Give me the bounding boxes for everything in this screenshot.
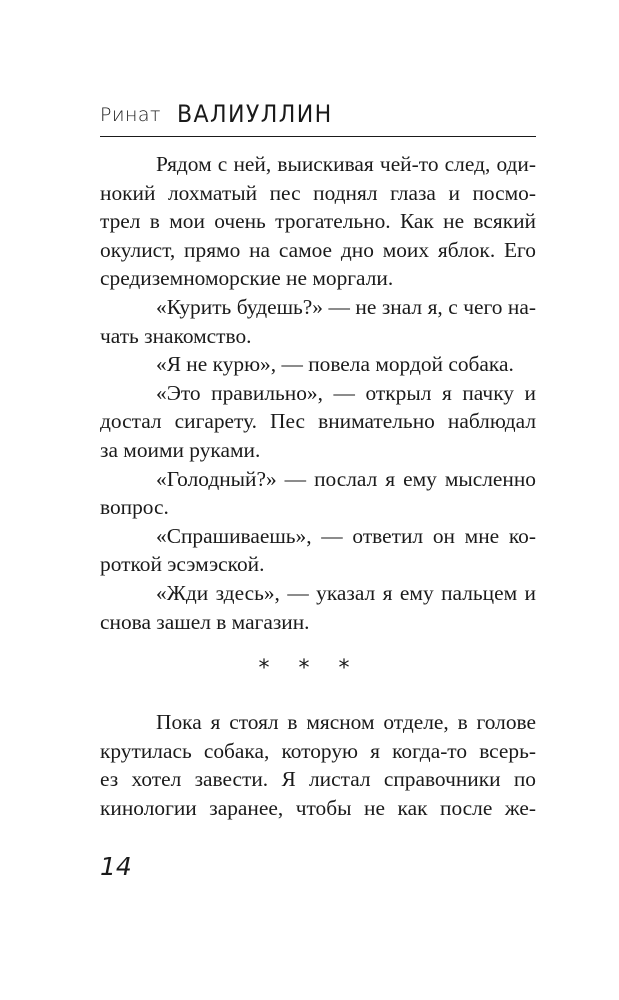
text-line: ез хотел завести. Я листал справочники по	[100, 767, 536, 792]
text-line: «Голодный?» — послал я ему мысленно	[156, 466, 536, 491]
text-line: Рядом с ней, выискивая чей-то след, оди-	[156, 152, 536, 176]
text-line: вопрос.	[100, 495, 169, 520]
text-line: крутилась собака, которую я когда-то всерь-	[100, 738, 536, 763]
text-line: Пока я стоял в мясном отделе, в голове	[156, 710, 536, 734]
text-section-1	[100, 150, 536, 636]
text-line: чать знакомство.	[100, 323, 252, 348]
text-line: роткой эсэмэской.	[100, 552, 265, 577]
text-line: кинологии заранее, чтобы не как после же-	[100, 795, 536, 820]
author-last-name: ВАЛИУЛЛИН	[177, 100, 333, 128]
text-line: трел в мои очень трогательно. Как не всякий	[100, 209, 536, 234]
text-line: за моими руками.	[100, 437, 261, 462]
text-line: «Спрашиваешь», — ответил он мне ко-	[156, 523, 536, 548]
text-line: «Я не курю», — повела мордой собака.	[156, 352, 514, 377]
text-line: «Это правильно», — открыл я пачку и	[156, 380, 536, 405]
running-head	[100, 96, 536, 137]
text-line: средиземноморские не моргали.	[100, 266, 394, 291]
text-line: снова зашел в магазин.	[100, 609, 310, 634]
author-first-name: Ринат	[100, 104, 161, 126]
text-section-2	[100, 708, 536, 822]
text-line: «Курить будешь?» — не знал я, с чего на-	[156, 294, 536, 319]
text-line: нокий лохматый пес поднял глаза и посмо-	[100, 180, 536, 205]
text-line: «Жди здесь», — указал я ему пальцем и	[156, 580, 536, 605]
section-separator: * * *	[258, 656, 361, 681]
page-number: 14	[100, 852, 132, 881]
text-line: окулист, прямо на самое дно моих яблок. Его	[100, 237, 536, 262]
text-line: достал сигарету. Пес внимательно наблюдал	[100, 409, 536, 434]
